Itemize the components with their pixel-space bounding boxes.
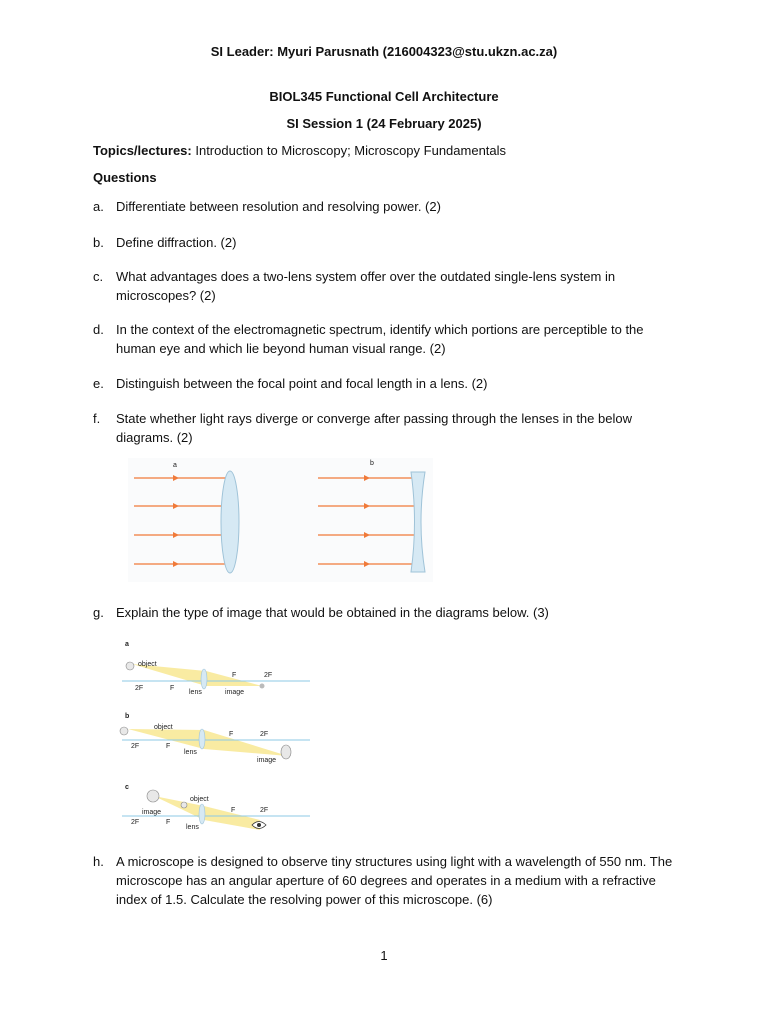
page-number: 1: [380, 948, 388, 963]
lens-label: lens: [186, 824, 199, 831]
topics-label: Topics/lectures:: [93, 143, 192, 158]
questions-heading: Questions: [93, 170, 157, 185]
object-label: object: [190, 796, 209, 803]
question-label: g.: [93, 605, 104, 620]
F-right-label: F: [231, 807, 236, 814]
image-label: image: [142, 809, 162, 816]
image-formation-figure: [118, 634, 313, 844]
si-leader-line: SI Leader: Myuri Parusnath (216004323@stu.ukzn.ac.za): [210, 44, 558, 59]
image-bulb-icon: [260, 684, 265, 689]
lens-label: lens: [184, 749, 197, 756]
course-title: BIOL345 Functional Cell Architecture: [269, 89, 499, 104]
object-label: object: [138, 661, 157, 668]
convex-lens-icon: [221, 471, 239, 573]
panel-a-label: a: [173, 462, 177, 469]
object-label: object: [154, 724, 173, 731]
session-title: SI Session 1 (24 February 2025): [286, 116, 482, 131]
topics-text: Introduction to Microscopy; Microscopy Fundamentals: [191, 143, 507, 158]
image-bulb-icon: [147, 790, 159, 802]
bulb-icon: [120, 727, 128, 735]
image-label: image: [257, 757, 277, 764]
question-text: State whether light rays diverge or converge after passing through the lenses in the below diagrams. (2): [116, 411, 632, 445]
bulb-icon: [126, 662, 134, 670]
twoF-right-label: 2F: [264, 672, 273, 679]
panel-label: a: [125, 641, 129, 648]
topics-line: [93, 143, 693, 158]
lens-ray-diagram: [118, 452, 443, 584]
question-label: a.: [93, 199, 104, 214]
F-left-label: F: [166, 743, 171, 750]
F-left-label: F: [166, 819, 171, 826]
question-text: Distinguish between the focal point and focal length in a lens. (2): [116, 376, 488, 391]
twoF-right-label: 2F: [260, 807, 269, 814]
image-formation-diagram: [118, 634, 313, 844]
question-label: e.: [93, 376, 104, 391]
twoF-right-label: 2F: [260, 731, 269, 738]
question-text: Differentiate between resolution and resolving power. (2): [116, 199, 441, 214]
lens-label: lens: [189, 689, 202, 696]
question-text: Define diffraction. (2): [116, 235, 237, 250]
F-left-label: F: [170, 685, 175, 692]
bulb-icon: [181, 802, 187, 808]
panel-b: [120, 713, 310, 764]
question-text: What advantages does a two-lens system offer over the outdated single-lens system in microscopes? (2): [116, 269, 616, 303]
question-text: A microscope is designed to observe tiny structures using light with a wavelength of 550 nm. The microscope has an angular aperture of 60 degrees and operates in a medium with a refractive index of 1.5. Calculate the resolving power of this microscope. (6): [116, 854, 673, 907]
question-label: f.: [93, 411, 101, 426]
lens-icon: [201, 669, 207, 689]
question-label: h.: [93, 854, 104, 869]
question-text: Explain the type of image that would be obtained in the diagrams below. (3): [116, 605, 549, 620]
question-label: c.: [93, 269, 104, 284]
lens-ray-figure: [118, 452, 443, 584]
twoF-left-label: 2F: [131, 819, 140, 826]
lens-icon: [199, 729, 205, 749]
question-label: b.: [93, 235, 104, 250]
lens-icon: [199, 804, 205, 824]
panel-label: b: [125, 713, 130, 720]
panel-b-label: b: [370, 460, 374, 467]
twoF-left-label: 2F: [131, 743, 140, 750]
panel-label: c: [125, 784, 129, 791]
panel-a: [122, 641, 310, 696]
F-right-label: F: [232, 672, 237, 679]
F-right-label: F: [229, 731, 234, 738]
question-label: d.: [93, 322, 104, 337]
question-text: In the context of the electromagnetic spectrum, identify which portions are perceptible to the human eye and which lie beyond human visual range. (2): [116, 322, 644, 356]
image-label: image: [225, 689, 245, 696]
panel-c: [122, 784, 310, 831]
twoF-left-label: 2F: [135, 685, 144, 692]
image-bulb-icon: [281, 745, 291, 759]
